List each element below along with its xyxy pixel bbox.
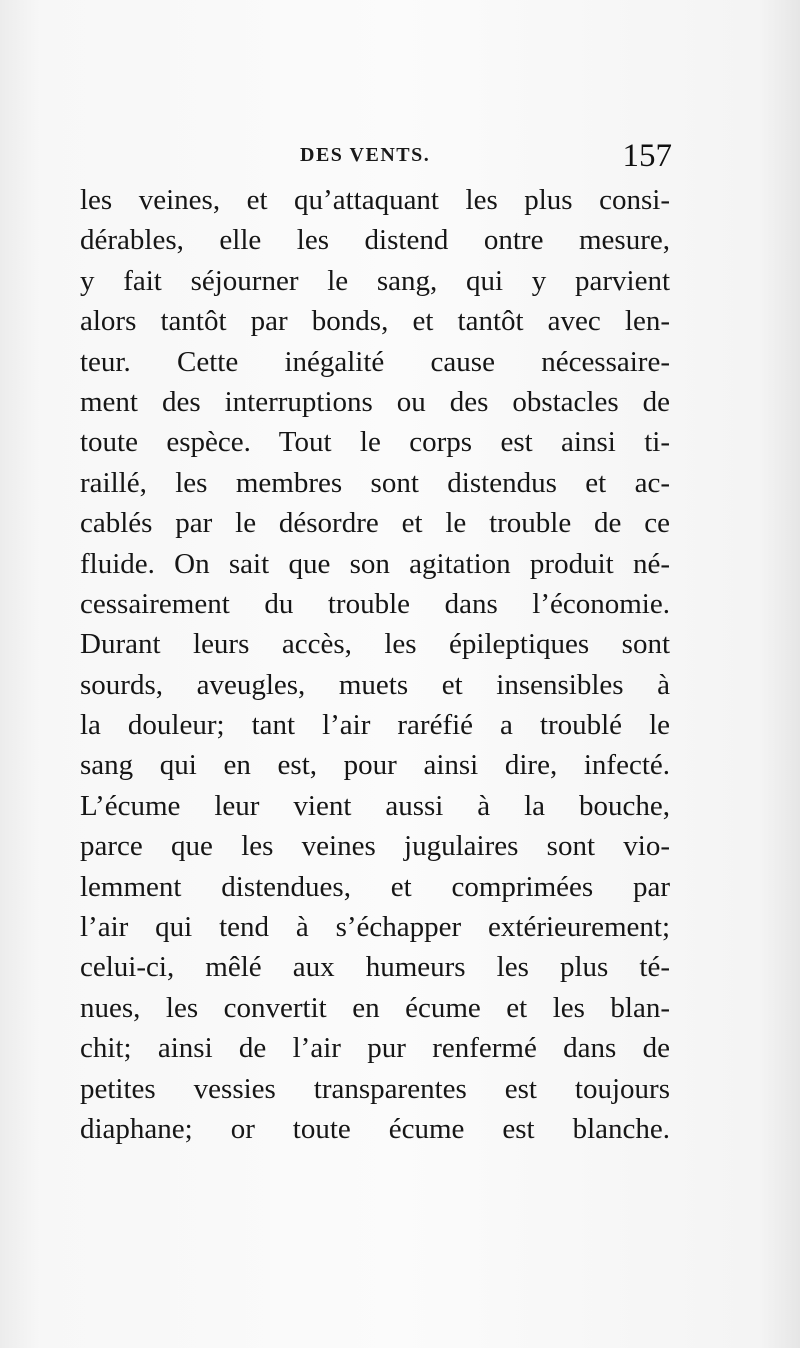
text-line: parce que les veines jugulaires sont vio-	[80, 830, 670, 863]
text-line: lemment distendues, et comprimées par	[80, 870, 670, 903]
text-line: l’air qui tend à s’échapper extérieurement;	[80, 911, 670, 944]
text-line: cessairement du trouble dans l’économie.	[80, 587, 670, 620]
text-line: L’écume leur vient aussi à la bouche,	[80, 789, 670, 822]
page-number: 157	[622, 138, 672, 174]
text-line: nues, les convertit en écume et les blan-	[80, 991, 670, 1024]
text-line: alors tantôt par bonds, et tantôt avec len-	[80, 305, 670, 338]
text-line: les veines, et qu’attaquant les plus consi-	[80, 184, 670, 216]
text-line: teur. Cette inégalité cause nécessaire-	[80, 345, 670, 378]
text-line: fluide. On sait que son agitation produit né-	[80, 547, 670, 580]
text-line: celui-ci, mêlé aux humeurs les plus té-	[80, 951, 670, 984]
text-line: dérables, elle les distend ontre mesure,	[80, 224, 670, 257]
text-line: ment des interruptions ou des obstacles de	[80, 385, 670, 418]
text-line: y fait séjourner le sang, qui y parvient	[80, 264, 670, 297]
text-line: sang qui en est, pour ainsi dire, infecté.	[80, 749, 670, 782]
text-line: raillé, les membres sont distendus et ac-	[80, 466, 670, 499]
body-text	[80, 180, 670, 1145]
text-line: la douleur; tant l’air raréfié a troublé le	[80, 709, 670, 742]
text-line: Durant leurs accès, les épileptiques sont	[80, 628, 670, 661]
text-line: cablés par le désordre et le trouble de ce	[80, 507, 670, 540]
text-line: petites vessies transparentes est toujours	[80, 1072, 670, 1105]
page-header	[84, 138, 672, 178]
text-line: toute espèce. Tout le corps est ainsi ti-	[80, 426, 670, 459]
running-title: DES VENTS.	[300, 144, 431, 166]
text-line: chit; ainsi de l’air pur renfermé dans de	[80, 1032, 670, 1065]
text-line: sourds, aveugles, muets et insensibles à	[80, 668, 670, 701]
text-line: diaphane; or toute écume est blanche.	[80, 1112, 670, 1145]
